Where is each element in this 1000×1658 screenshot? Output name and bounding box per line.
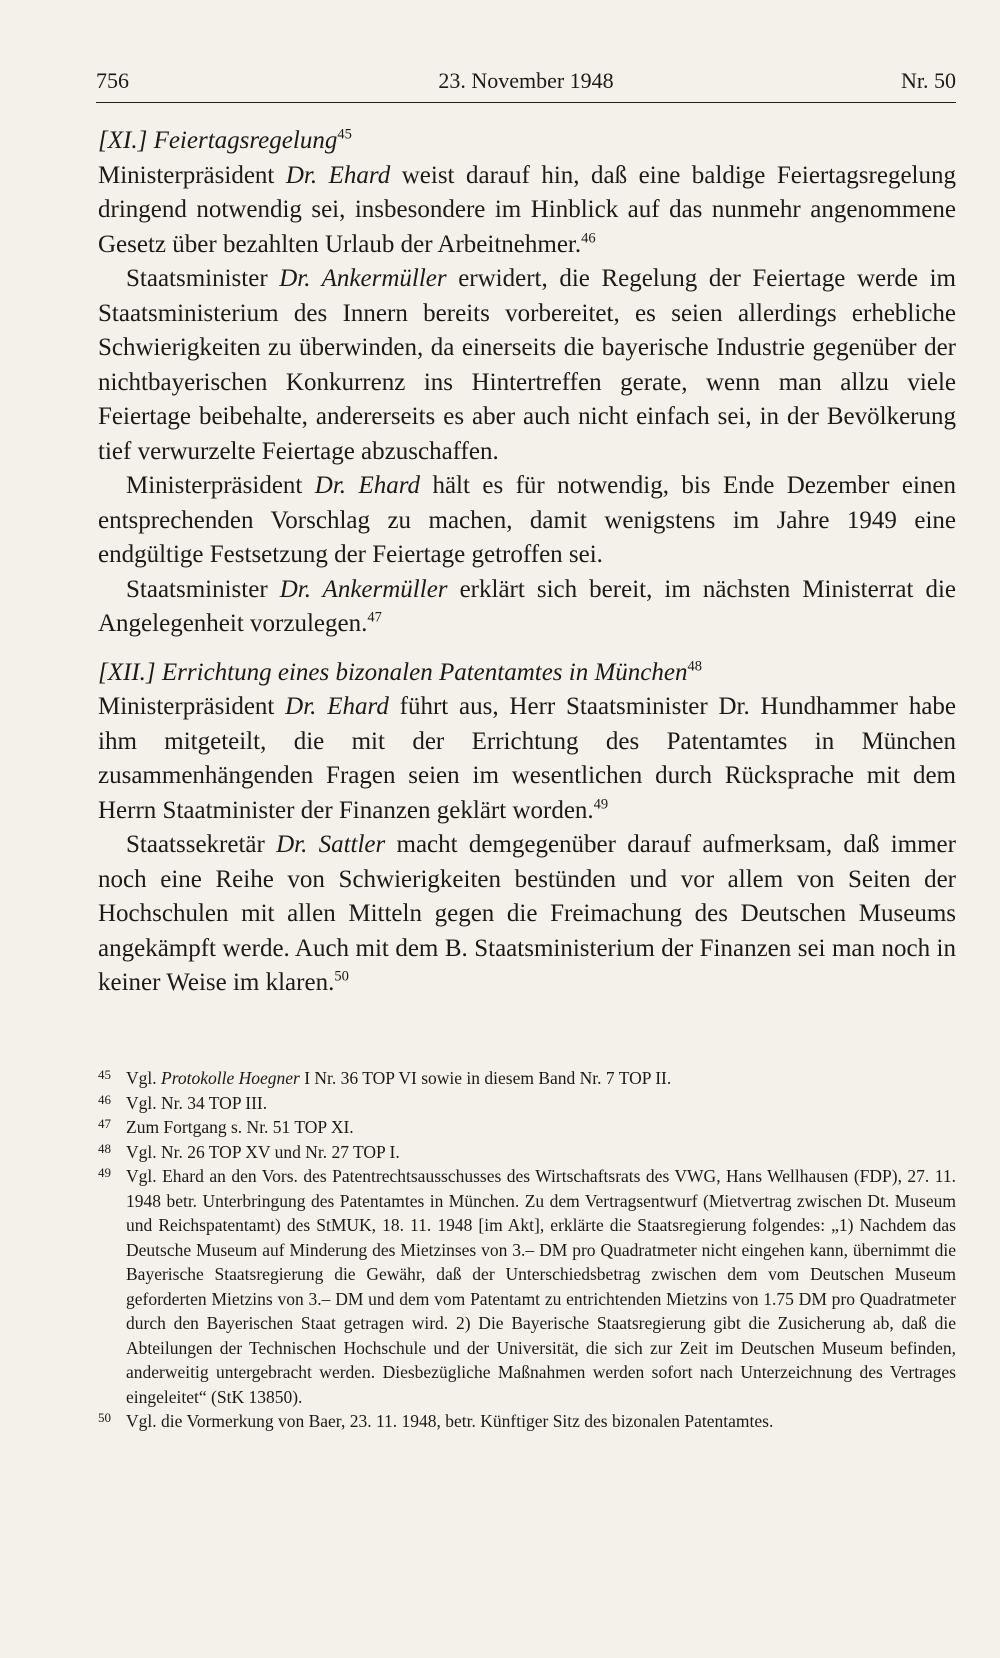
footnote-ref: 47 [367,609,382,626]
paragraph [98,828,956,1001]
text-run: weist darauf hin, daß eine baldige Feiertagsregelung dringend notwendig sei, insbesondere im Hinblick auf das nunmehr angenommene Gesetz über bezahlten Urlaub der Arbeitnehmer. [98,161,956,258]
text-run: Vgl. Nr. 26 TOP XV und Nr. 27 TOP I. [126,1141,400,1162]
footnote-text [126,1066,956,1091]
text-run: Staatsminister [126,265,280,292]
paragraph [98,690,956,828]
footnote [98,1066,956,1091]
section-number: [XII.] [98,658,156,686]
footnote-ref: 49 [593,796,609,813]
text-run: Ministerpräsident [98,693,286,720]
header-rule [96,102,956,103]
italic-name: Dr. Ehard [285,693,389,720]
footnote-text [126,1409,956,1434]
text-run: Zum Fortgang s. Nr. 51 TOP XI. [126,1117,354,1137]
footnote-text [126,1164,956,1409]
footnote [98,1164,956,1409]
footnote-number: 47 [98,1116,111,1131]
text-run: erklärt sich bereit, im nächsten Ministerrat die Angelegenheit vorzulegen. [98,575,956,637]
main-text [98,124,956,1001]
running-header [96,68,956,100]
italic-name: Dr. Ankermüller [279,575,448,603]
text-run: Staatssekretär [126,831,277,858]
text-run: Vgl. Ehard an den Vors. des Patentrechtsausschusses des Wirtschaftsrats des VWG, Hans Wellhausen (FDP), 27. 11. 1948 betr. Unterbringung des Patentamtes in München. Zu dem Vertragsentwurf (Mietvertrag zwischen Dt. Museum und Reichspatentamt) des StMUK, 18. 11. 1948 [im Akt], erklärte die Staatsregierung folgendes: „1) Nachdem das Deutsche Museum auf Minderung des Mietzinses von 3.– DM pro Quadratmeter nicht eingehen kann, übernimmt die Bayerische Staatsregierung die Gewähr, daß der Unterschiedsbetrag zwischen dem vom Deutschen Museum geforderten Mietzins von 3.– DM und dem vom Patentamt zu entrichtenden Mietzins von 1.75 DM pro Quadratmeter durch den Bayerischen Staat getragen wird. 2) Die Bayerische Staatsregierung gibt die Zusicherung ab, daß die Abteilungen der Technischen Hochschule und der Universität, die sich zur Zeit im Deutschen Museum befinden, anderweitig untergebracht werden. Diesbezügliche Maßnahmen werden sofort nach Unterzeichnung des Vertrages eingeleitet“ (StK 13850). [126,1166,956,1407]
footnote-ref: 50 [334,968,349,985]
italic-name: Dr. Ehard [314,472,421,499]
italic-name: Dr. Sattler [276,831,386,858]
paragraph [98,469,956,573]
paragraph [98,159,956,263]
footnote-ref: 45 [337,126,352,143]
text-run: Vgl. Nr. 34 TOP III. [126,1092,268,1113]
footnote-number: 48 [98,1140,111,1156]
text-run: hält es für notwendig, bis Ende Dezember einen entsprechenden Vorschlag zu machen, damit wenigstens im Jahre 1949 eine endgültige Festsetzung der Feiertage getroffen sei. [98,472,956,568]
section-heading-xii [98,656,956,691]
footnote-text [126,1091,956,1116]
italic-name: Dr. Ehard [285,161,391,189]
text-run: Vgl. [126,1068,161,1088]
text-run: I Nr. 36 TOP VI sowie in diesem Band Nr. 7 TOP II. [299,1068,672,1088]
footnote-ref: 48 [687,658,702,675]
header-date: 23. November 1948 [438,68,614,93]
italic-name: Protokolle Hoegner [161,1068,300,1088]
footnote-number: 45 [98,1067,111,1082]
footnote-ref: 46 [581,230,596,247]
paragraph [98,262,956,469]
text-run: führt aus, Herr Staatsminister Dr. Hundhammer habe ihm mitgeteilt, die mit der Errichtung des Patentamtes in München zusammenhängenden Fragen seien im wesentlichen durch Rücksprache mit dem Herrn Staatminister der Finanzen geklärt worden. [98,693,957,824]
footnote [98,1140,956,1165]
footnote-text [126,1140,956,1165]
text-run: Ministerpräsident [98,161,286,189]
section-number: [XI.] [98,127,148,154]
italic-name: Dr. Ankermüller [279,265,447,292]
section-title: Feiertagsregelung [153,127,338,154]
section-heading-xi [98,124,956,159]
footnote [98,1115,956,1140]
text-run: Staatsminister [126,575,280,603]
footnote [98,1409,956,1434]
footnote-number: 50 [98,1410,111,1425]
footnote-number: 46 [98,1091,111,1107]
header-issue-number: Nr. 50 [901,68,956,93]
text-run: macht demgegenüber darauf aufmerksam, daß immer noch eine Reihe von Schwierigkeiten bestünden und vor allem von Seiten der Hochschulen mit allen Mitteln gegen die Freimachung des Deutschen Museums angekämpft werde. Auch mit dem B. Staatsministerium der Finanzen sei man noch in keiner Weise im klaren. [98,831,956,996]
text-run: erwidert, die Regelung der Feiertage werde im Staatsministerium des Innern bereits vorbereitet, es seien allerdings erhebliche Schwierigkeiten zu überwinden, da einerseits die bayerische Industrie gegenüber der nichtbayerischen Konkurrenz ins Hintertreffen gerate, wenn man allzu viele Feiertage beibehalte, andererseits es aber auch nicht einfach sei, in der Bevölkerung tief verwurzelte Feiertage abzuschaffen. [98,265,956,465]
footnote-number: 49 [98,1165,111,1180]
footnote-text [126,1115,956,1140]
text-run: Vgl. die Vormerkung von Baer, 23. 11. 1948, betr. Künftiger Sitz des bizonalen Patentamtes. [126,1411,774,1431]
page-number: 756 [96,68,129,93]
section-title: Errichtung eines bizonalen Patentamtes in München [161,658,688,686]
text-run: Ministerpräsident [126,472,315,499]
paragraph [98,573,956,642]
footnotes [98,1066,956,1434]
footnote [98,1091,956,1116]
